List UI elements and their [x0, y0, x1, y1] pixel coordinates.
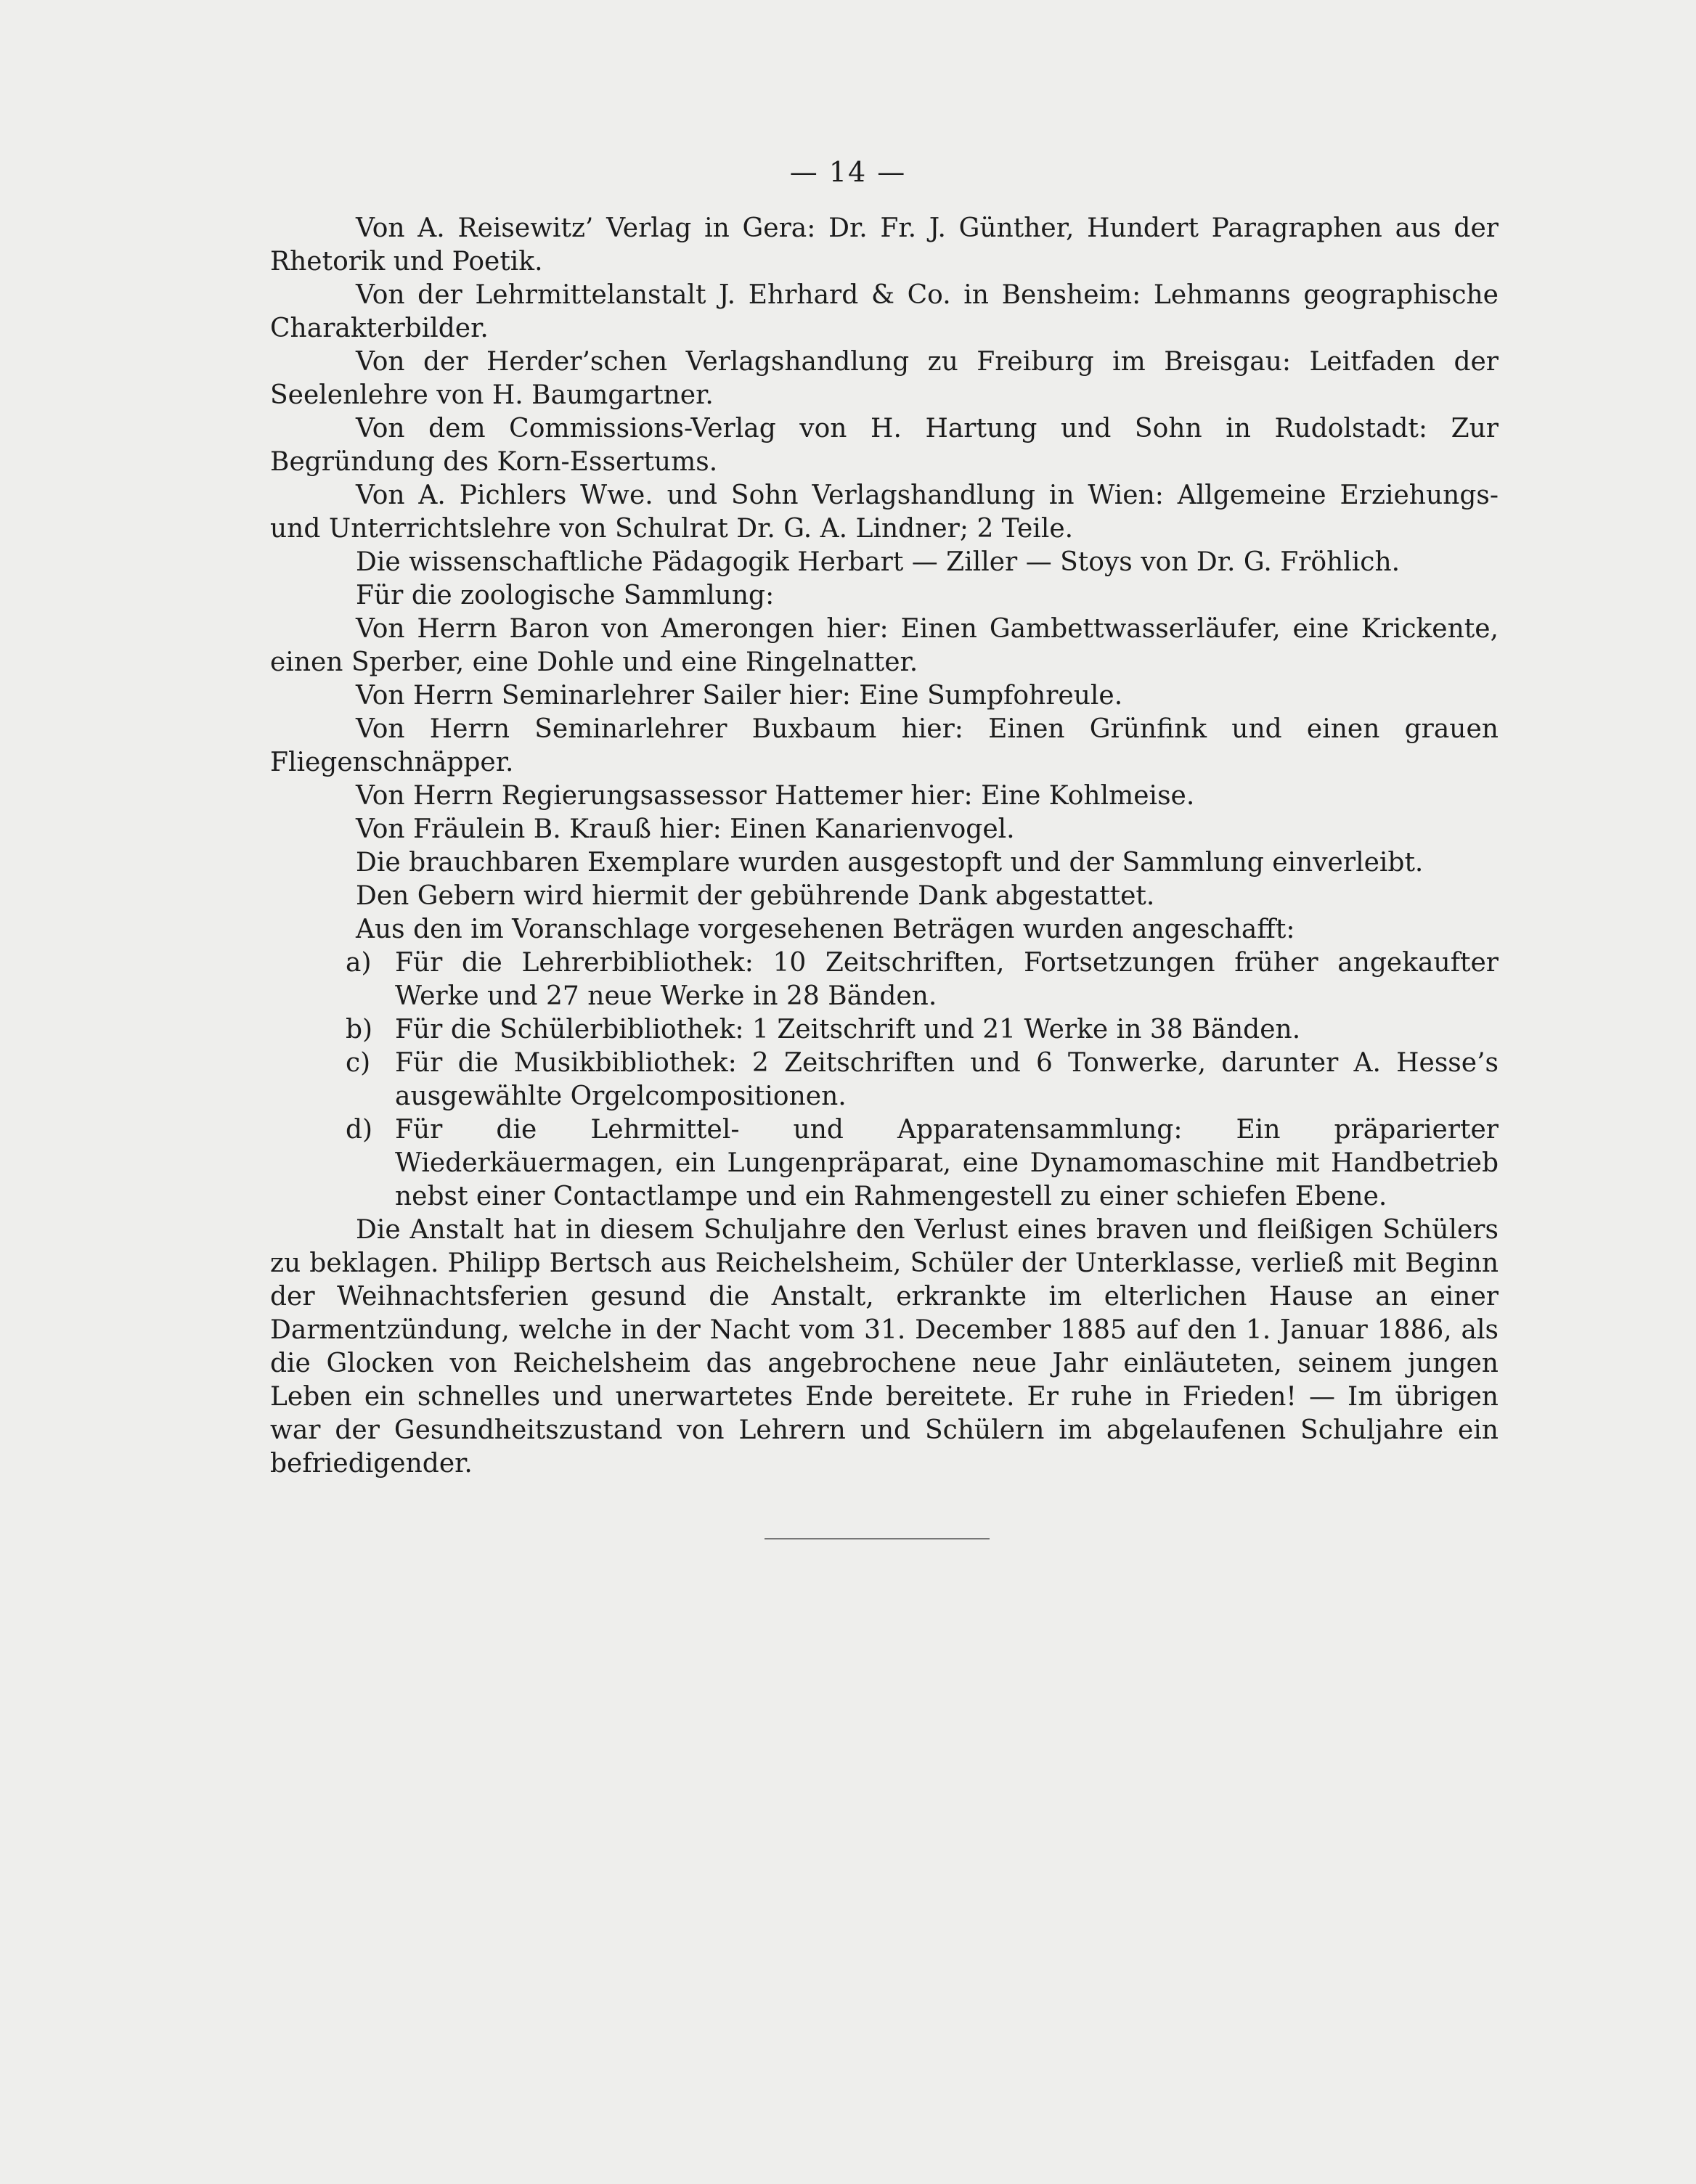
paragraph: Von Fräulein B. Krauß hier: Einen Kanarienvogel.: [356, 814, 1015, 844]
paragraph: Den Gebern wird hiermit der gebührende Dank abgestattet.: [356, 881, 1155, 911]
list-item: [270, 1113, 1499, 1214]
paragraph: Von Herrn Seminarlehrer Sailer hier: Eine Sumpfohreule.: [356, 681, 1123, 711]
paragraph: Von der Lehrmittelanstalt J. Ehrhard & Co. in Bensheim: Lehmanns geographische Charakterbilder.: [270, 280, 1499, 343]
list-marker: b): [346, 1015, 373, 1044]
list-item: [270, 1047, 1499, 1113]
list-item-text: Für die Lehrerbibliothek: 10 Zeitschriften, Fortsetzungen früher angekaufter Werke und 27 neue Werke in 28 Bänden.: [395, 948, 1499, 1011]
paragraph: Von dem Commissions-Verlag von H. Hartung und Sohn in Rudolstadt: Zur Begründung des Korn-Essertums.: [270, 414, 1499, 477]
end-rule: [765, 1538, 990, 1539]
list-marker: a): [346, 948, 372, 978]
closing-paragraph: Die Anstalt hat in diesem Schuljahre den Verlust eines braven und fleißigen Schülers zu beklagen. Philipp Bertsch aus Reichelsheim, Schüler der Unterklasse, verließ mit Beginn der Weihnachtsferien gesund die Anstalt, erkrankte im elterlichen Hause an einer Darmentzündung, welche in der Nacht vom 31. December 1885 auf den 1. Januar 1886, als die Glocken von Reichelsheim das angebrochene neue Jahr einläuteten, seinem jungen Leben ein schnelles und unerwartetes Ende bereitete. Er ruhe in Frieden! — Im übrigen war der Gesundheitszustand von Lehrern und Schülern im abgelaufenen Schuljahre ein befriedigender.: [270, 1215, 1499, 1479]
paragraph: Aus den im Voranschlage vorgesehenen Beträgen wurden angeschafft:: [356, 915, 1295, 944]
paragraph: Für die zoologische Sammlung:: [356, 581, 775, 610]
paragraph: Von A. Pichlers Wwe. und Sohn Verlagshandlung in Wien: Allgemeine Erziehungs- und Unterrichtslehre von Schulrat Dr. G. A. Lindner; 2 Teile.: [270, 480, 1499, 544]
paragraph: Von Herrn Seminarlehrer Buxbaum hier: Einen Grünfink und einen grauen Fliegenschnäpper.: [270, 714, 1499, 777]
list-item: [270, 946, 1499, 1013]
paragraph: Von Herrn Regierungsassessor Hattemer hier: Eine Kohlmeise.: [356, 781, 1195, 811]
list-item-text: Für die Schülerbibliothek: 1 Zeitschrift und 21 Werke in 38 Bänden.: [395, 1015, 1301, 1044]
page-number: — 14 —: [789, 156, 907, 188]
paragraph: Die brauchbaren Exemplare wurden ausgestopft und der Sammlung einverleibt.: [356, 848, 1424, 878]
paragraph: Von A. Reisewitz’ Verlag in Gera: Dr. Fr. J. Günther, Hundert Paragraphen aus der Rhetorik und Poetik.: [270, 213, 1499, 277]
list-item: [270, 1013, 1499, 1047]
list-marker: d): [346, 1115, 373, 1145]
body-text: [270, 212, 1499, 1481]
list-item-text: Für die Lehrmittel- und Apparatensammlung: Ein präparierter Wiederkäuermagen, ein Lungenpräparat, eine Dynamomaschine mit Handbetrieb nebst einer Contactlampe und ein Rahmengestell zu einer schiefen Ebene.: [395, 1115, 1499, 1211]
list-item-text: Für die Musikbibliothek: 2 Zeitschriften und 6 Tonwerke, darunter A. Hesse’s ausgewählte Orgelcompositionen.: [395, 1048, 1499, 1111]
paragraph: Die wissenschaftliche Pädagogik Herbart — Ziller — Stoys von Dr. G. Fröhlich.: [356, 547, 1401, 577]
paragraph: Von der Herder’schen Verlagshandlung zu Freiburg im Breisgau: Leitfaden der Seelenlehre von H. Baumgartner.: [270, 347, 1499, 410]
list-marker: c): [346, 1048, 371, 1078]
paragraph: Von Herrn Baron von Amerongen hier: Einen Gambettwasserläufer, eine Krickente, einen Sperber, eine Dohle und eine Ringelnatter.: [270, 614, 1499, 677]
acquisitions-list: [270, 946, 1499, 1214]
